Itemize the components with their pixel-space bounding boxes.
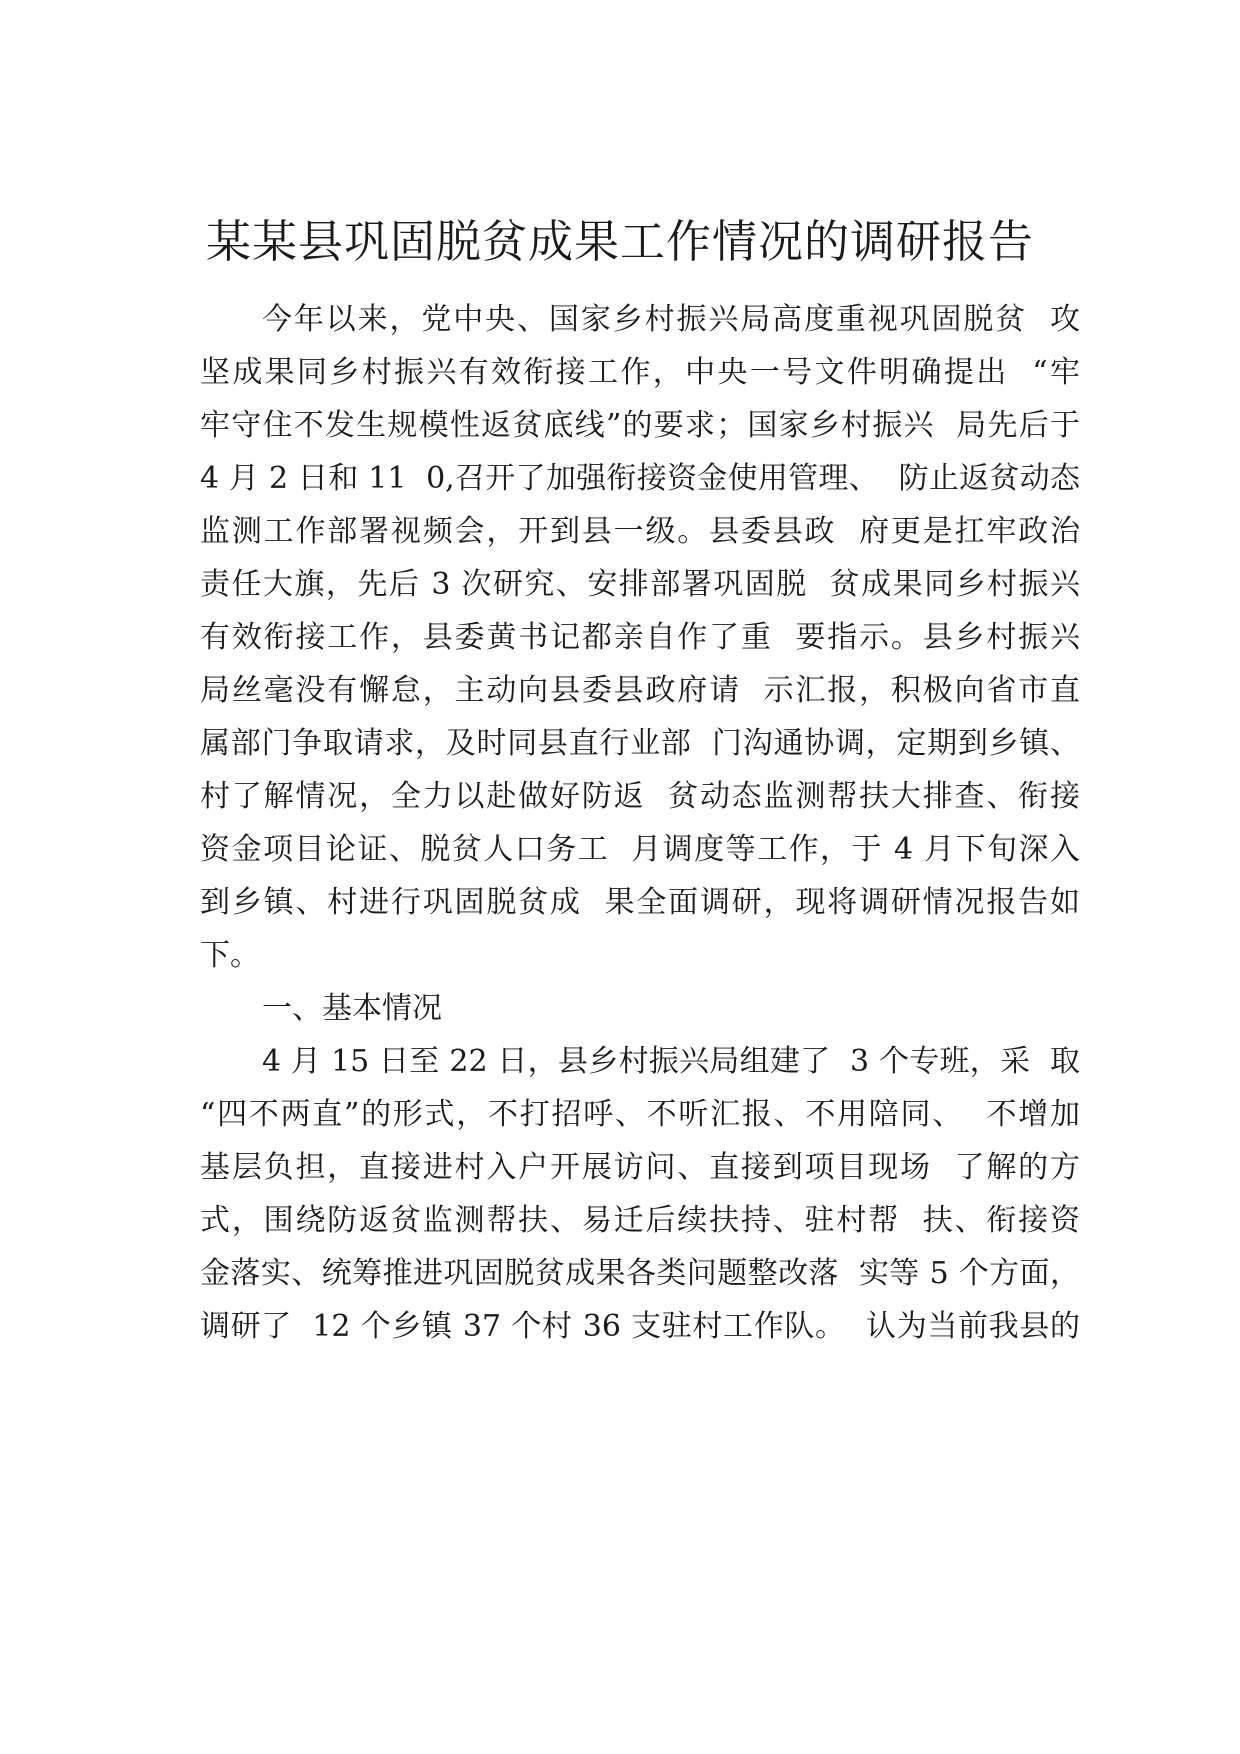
- paragraph-line: 4 月 2 日和 11 0,召开了加强衔接资金使用管理、 防止返贫动态: [200, 461, 1080, 496]
- paragraph-line: 4 月 15 日至 22 日，县乡村振兴局组建了 3 个专班，采 取: [262, 1044, 1080, 1079]
- paragraph-line: 监测工作部署视频会，开到县一级。县委县政 府更是扛牢政治: [200, 514, 1080, 549]
- paragraph-line: 坚成果同乡村振兴有效衔接工作，中央一号文件明确提出 “牢: [200, 355, 1080, 390]
- paragraph-line: 属部门争取请求，及时同县直行业部 门沟通协调，定期到乡镇、: [200, 726, 1080, 761]
- paragraph-line: 有效衔接工作，县委黄书记都亲自作了重 要指示。县乡村振兴: [200, 620, 1080, 655]
- paragraph-line: 资金项目论证、脱贫人口务工 月调度等工作，于 4 月下旬深入: [200, 832, 1080, 867]
- paragraph-line: 牢守住不发生规模性返贫底线”的要求；国家乡村振兴 局先后于: [200, 408, 1080, 443]
- paragraph-line: “四不两直”的形式，不打招呼、不听汇报、不用陪同、 不增加: [200, 1097, 1080, 1132]
- paragraph-line: 下。: [200, 938, 260, 973]
- paragraph-line: 到乡镇、村进行巩固脱贫成 果全面调研，现将调研情况报告如: [200, 885, 1080, 920]
- report-title: 某某县巩固脱贫成果工作情况的调研报告: [205, 215, 1034, 268]
- section-heading: 一、基本情况: [262, 991, 442, 1026]
- paragraph-line: 村了解情况，全力以赴做好防返 贫动态监测帮扶大排查、衔接: [200, 779, 1080, 814]
- paragraph-line: 今年以来，党中央、国家乡村振兴局高度重视巩固脱贫 攻: [262, 302, 1080, 337]
- paragraph-line: 责任大旗，先后 3 次研究、安排部署巩固脱 贫成果同乡村振兴: [200, 567, 1080, 602]
- paragraph-line: 金落实、统筹推进巩固脱贫成果各类问题整改落 实等 5 个方面，: [200, 1256, 1080, 1291]
- paragraph-line: 调研了 12 个乡镇 37 个村 36 支驻村工作队。 认为当前我县的: [200, 1309, 1080, 1344]
- paragraph-line: 基层负担，直接进村入户开展访问、直接到项目现场 了解的方: [200, 1150, 1080, 1185]
- paragraph-line: 式，围绕防返贫监测帮扶、易迁后续扶持、驻村帮 扶、衔接资: [200, 1203, 1080, 1238]
- paragraph-line: 局丝毫没有懈怠，主动向县委县政府请 示汇报，积极向省市直: [200, 673, 1080, 708]
